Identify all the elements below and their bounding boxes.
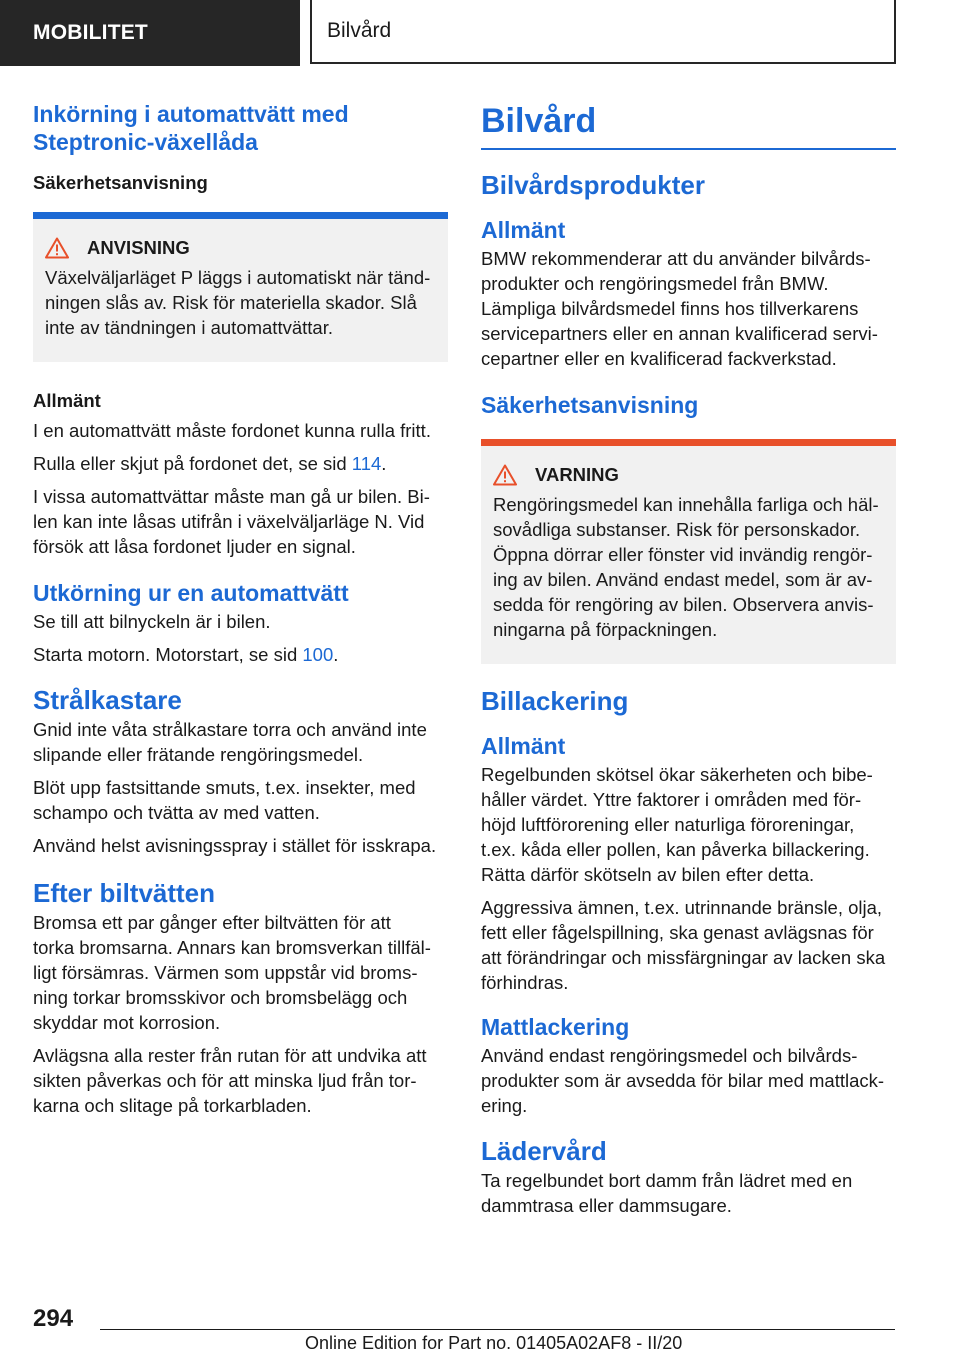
text-line: ering.	[481, 1095, 528, 1116]
text-line: karna och slitage på torkarbladen.	[33, 1095, 312, 1116]
text-line: Ta regelbundet bort damm från lädret med en	[481, 1170, 853, 1191]
text-line: len kan inte låsas utifrån i växelväljarläge N. Vid	[33, 511, 425, 532]
section-tab: MOBILITET	[0, 0, 300, 66]
text-line: håller värdet. Yttre faktorer i områden med för-	[481, 789, 862, 810]
left-column	[33, 100, 448, 1126]
leather-paragraph	[481, 1168, 896, 1218]
general-heading: Allmänt	[33, 390, 101, 411]
warning-triangle-icon	[45, 237, 69, 259]
general-paragraph-3	[33, 484, 448, 559]
headlights-paragraph-3: Använd helst avisningsspray i stället för isskrapa.	[33, 835, 437, 856]
warning-line: sovådliga substanser. Risk för personskador.	[493, 519, 861, 540]
matte-paragraph	[481, 1043, 896, 1118]
edition-text: Online Edition for Part no. 01405A02AF8 - II/20	[305, 1333, 683, 1353]
products-heading: Bilvårdsprodukter	[481, 170, 705, 200]
text-line: servicepartners eller en annan kvalificerad servi-	[481, 323, 878, 344]
after-wash-paragraph-2	[33, 1043, 448, 1118]
warning-text	[485, 492, 882, 642]
text-span: Starta motorn. Motorstart, se sid	[33, 644, 303, 665]
warning-label: VARNING	[535, 464, 619, 485]
paint-paragraph-1	[481, 762, 896, 887]
text-line: Använd endast rengöringsmedel och bilvårds-	[481, 1045, 858, 1066]
page-link-100[interactable]: 100	[302, 644, 334, 665]
chapter-heading: Bilvård	[481, 100, 896, 150]
exit-paragraph-2	[33, 642, 448, 667]
text-span: Rulla eller skjut på fordonet det, se sid	[33, 453, 352, 474]
text-line: ning torkar bromsskivor och bromsbelägg och	[33, 987, 408, 1008]
text-span: .	[333, 644, 339, 665]
text-line: produkter som är avsedda för bilar med mattlack-	[481, 1070, 885, 1091]
text-line: höjd luftförorening eller naturliga föroreningar,	[481, 814, 855, 835]
headlights-paragraph-2	[33, 775, 448, 825]
text-line: sikten påverkas och för att minska ljud från tor-	[33, 1070, 417, 1091]
headlights-heading: Strålkastare	[33, 685, 182, 715]
safety-heading: Säkerhetsanvisning	[33, 172, 208, 193]
page-number: 294	[33, 1305, 74, 1332]
after-wash-heading: Efter biltvätten	[33, 878, 216, 908]
text-line: fett eller fågelspillning, ska genast avlägsnas för	[481, 922, 874, 943]
text-line: torka bromsarna. Annars kan bromsverkan tillfäl-	[33, 937, 431, 958]
chapter-tab	[310, 0, 896, 64]
text-line: schampo och tvätta av med vatten.	[33, 802, 320, 823]
text-line: Gnid inte våta strålkastare torra och använd inte	[33, 719, 427, 740]
text-line: att förändringar och missfärgningar av lacken ska	[481, 947, 886, 968]
paint-paragraph-2	[481, 895, 896, 995]
text-line: ligt försämras. Värmen som uppstår vid broms-	[33, 962, 418, 983]
text-line: Regelbunden skötsel ökar säkerheten och bibe-	[481, 764, 873, 785]
text-line: försök att låsa fordonet ljuder en signal.	[33, 536, 356, 557]
paint-general-heading: Allmänt	[481, 733, 566, 759]
note-header	[37, 237, 434, 259]
note-text	[37, 265, 434, 340]
text-line: skyddar mot korrosion.	[33, 1012, 221, 1033]
exit-heading: Utkörning ur en automattvätt	[33, 580, 349, 606]
page-link-114[interactable]: 114	[351, 453, 382, 474]
warning-line: Öppna dörrar eller fönster vid invändig rengör-	[493, 544, 873, 565]
text-line: BMW rekommenderar att du använder bilvårds-	[481, 248, 871, 269]
paint-heading: Billackering	[481, 686, 629, 716]
text-line: Blöt upp fastsittande smuts, t.ex. insekter, med	[33, 777, 416, 798]
text-line: Lämpliga bilvårdsmedel finns hos tillverkarens	[481, 298, 859, 319]
products-general-paragraph	[481, 246, 896, 371]
headlights-paragraph-1	[33, 717, 448, 767]
text-line: Aggressiva ämnen, t.ex. utrinnande bränsle, olja,	[481, 897, 883, 918]
text-line: cepartner eller en kvalificerad fackverkstad.	[481, 348, 837, 369]
products-general-heading: Allmänt	[481, 217, 566, 243]
chapter-title: Bilvård	[327, 19, 392, 42]
carwash-heading-line2: Steptronic-växellåda	[33, 129, 258, 155]
matte-heading: Mattlackering	[481, 1014, 630, 1040]
text-line: slipande eller frätande rengöringsmedel.	[33, 744, 364, 765]
note-line: inte av tändningen i automattvättar.	[45, 317, 333, 338]
after-wash-paragraph-1	[33, 910, 448, 1035]
warning-line: Rengöringsmedel kan innehålla farliga och häl-	[493, 494, 879, 515]
warning-header	[485, 464, 882, 486]
leather-heading: Lädervård	[481, 1136, 607, 1166]
page-footer	[0, 1295, 960, 1362]
warning-triangle-icon	[493, 464, 517, 486]
safety-heading-right: Säkerhetsanvisning	[481, 392, 699, 418]
page-header	[0, 0, 960, 66]
warning-line: ningarna på förpackningen.	[493, 619, 718, 640]
text-line: Rätta därför skötseln av bilen efter detta.	[481, 864, 815, 885]
note-box	[33, 212, 448, 362]
text-line: Avlägsna alla rester från rutan för att undvika att	[33, 1045, 427, 1066]
general-paragraph-1: I en automattvätt måste fordonet kunna rulla fritt.	[33, 420, 431, 441]
general-paragraph-2	[33, 451, 448, 476]
exit-paragraph-1: Se till att bilnyckeln är i bilen.	[33, 611, 271, 632]
text-line: Bromsa ett par gånger efter biltvätten för att	[33, 912, 391, 933]
right-column	[481, 100, 896, 1226]
carwash-heading	[33, 100, 448, 156]
text-line: t.ex. kåda eller pollen, kan påverka billackering.	[481, 839, 870, 860]
text-span: .	[381, 453, 387, 474]
text-line: I vissa automattvättar måste man gå ur bilen. Bi-	[33, 486, 430, 507]
warning-line: ing av bilen. Använd endast medel, som är av-	[493, 569, 873, 590]
footer-divider	[100, 1329, 895, 1330]
warning-line: sedda för rengöring av bilen. Observera anvis-	[493, 594, 874, 615]
note-line: ningen slås av. Risk för materiella skador. Slå	[45, 292, 417, 313]
note-label: ANVISNING	[87, 237, 190, 258]
text-line: förhindras.	[481, 972, 569, 993]
text-line: produkter och rengöringsmedel från BMW.	[481, 273, 829, 294]
warning-box	[481, 439, 896, 664]
text-line: dammtrasa eller dammsugare.	[481, 1195, 732, 1216]
note-line: Växelväljarläget P läggs i automatiskt när tänd-	[45, 267, 431, 288]
carwash-heading-line1: Inkörning i automattvätt med	[33, 101, 349, 127]
